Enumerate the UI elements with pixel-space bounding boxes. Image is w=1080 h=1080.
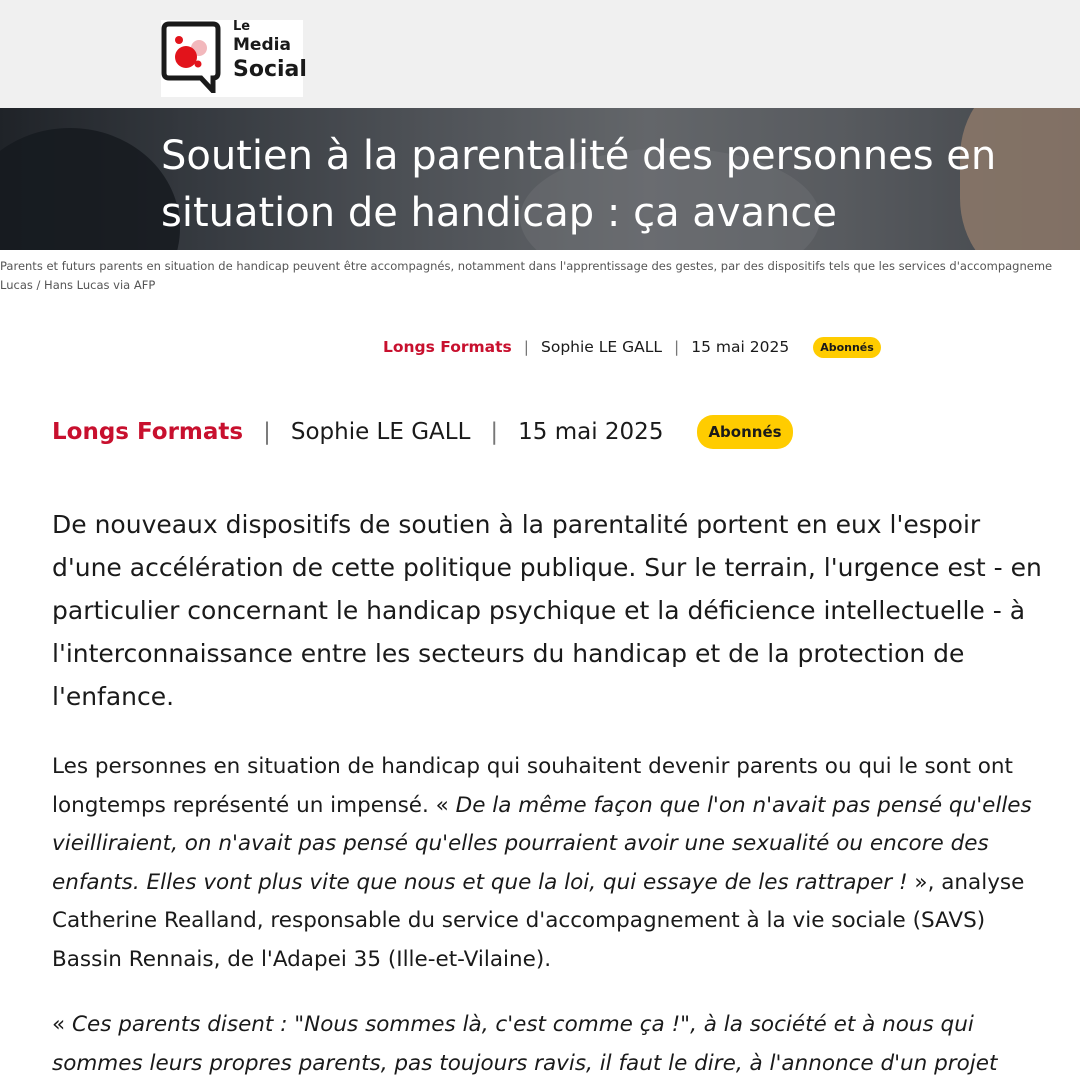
- article-meta-compact: [383, 334, 881, 360]
- article-paragraph: [52, 748, 1042, 979]
- subscribers-badge: Abonnés: [697, 415, 792, 449]
- image-caption: [0, 257, 1080, 297]
- article-meta: [52, 412, 793, 452]
- category-link[interactable]: Longs Formats: [383, 338, 512, 356]
- subscribers-badge: Abonnés: [813, 337, 881, 358]
- meta-separator: |: [523, 338, 530, 356]
- article-title: Soutien à la parentalité des personnes en situation de handicap : ça avance: [161, 133, 997, 236]
- logo-word-le: Le: [233, 19, 251, 34]
- publish-date: 15 mai 2025: [518, 419, 664, 445]
- article-lead: De nouveaux dispositifs de soutien à la parentalité portent en eux l'espoir d'une accélération de cette politique publique. Sur le terrain, l'urgence est - en particulier concernant le handicap psychique et la déficience intellectuelle - à l'interconnaissance entre les secteurs du handicap et de la protection de l'enfance.: [52, 510, 1042, 711]
- quote-text: De la même façon que l'on n'avait pas pensé qu'elles vieilliraient, on n'avait pas pensé qu'elles pourraient avoir une sexualité ou encore des enfants. Elles vont plus vite que nous et que la loi, qui essaye de les rattraper !: [52, 792, 1032, 895]
- paragraph-text: «: [52, 1012, 72, 1037]
- paragraph-text: Les personnes en situation de handicap qui souhaitent devenir parents ou qui le sont ont longtemps représenté un impensé. «: [52, 754, 1013, 818]
- site-logo[interactable]: [161, 19, 307, 97]
- logo-word-media: Media: [233, 35, 291, 55]
- category-link[interactable]: Longs Formats: [52, 419, 244, 445]
- speech-bubble-logo-icon: [161, 21, 221, 93]
- logo-word-social: Social: [233, 57, 307, 82]
- caption-credit: Lucas / Hans Lucas via AFP: [0, 278, 156, 292]
- caption-line: Parents et futurs parents en situation de handicap peuvent être accompagnés, notamment dans l'apprentissage des gestes, par des dispositifs tels que les services d'accompagneme: [0, 259, 1053, 273]
- publish-date: 15 mai 2025: [691, 338, 790, 356]
- author-name: Sophie LE GALL: [290, 419, 471, 445]
- quote-text: Ces parents disent : "Nous sommes là, c'est comme ça !", à la société et à nous qui sommes leurs propres parents, pas toujours ravis, il faut le dire, à l'annonce d'un projet: [52, 1012, 998, 1076]
- meta-separator: |: [263, 419, 271, 445]
- meta-separator: |: [674, 338, 680, 356]
- site-header: [0, 0, 1080, 108]
- author-name: Sophie LE GALL: [541, 338, 663, 356]
- meta-separator: |: [490, 419, 499, 445]
- hero-banner: [0, 108, 1080, 250]
- paragraph-text: », analyse Catherine Realland, responsable du service d'accompagnement à la vie sociale (SAVS) Bassin Rennais, de l'Adapei 35 (Ille-et-Vilaine).: [52, 869, 1025, 972]
- article-paragraph: [52, 1006, 1042, 1080]
